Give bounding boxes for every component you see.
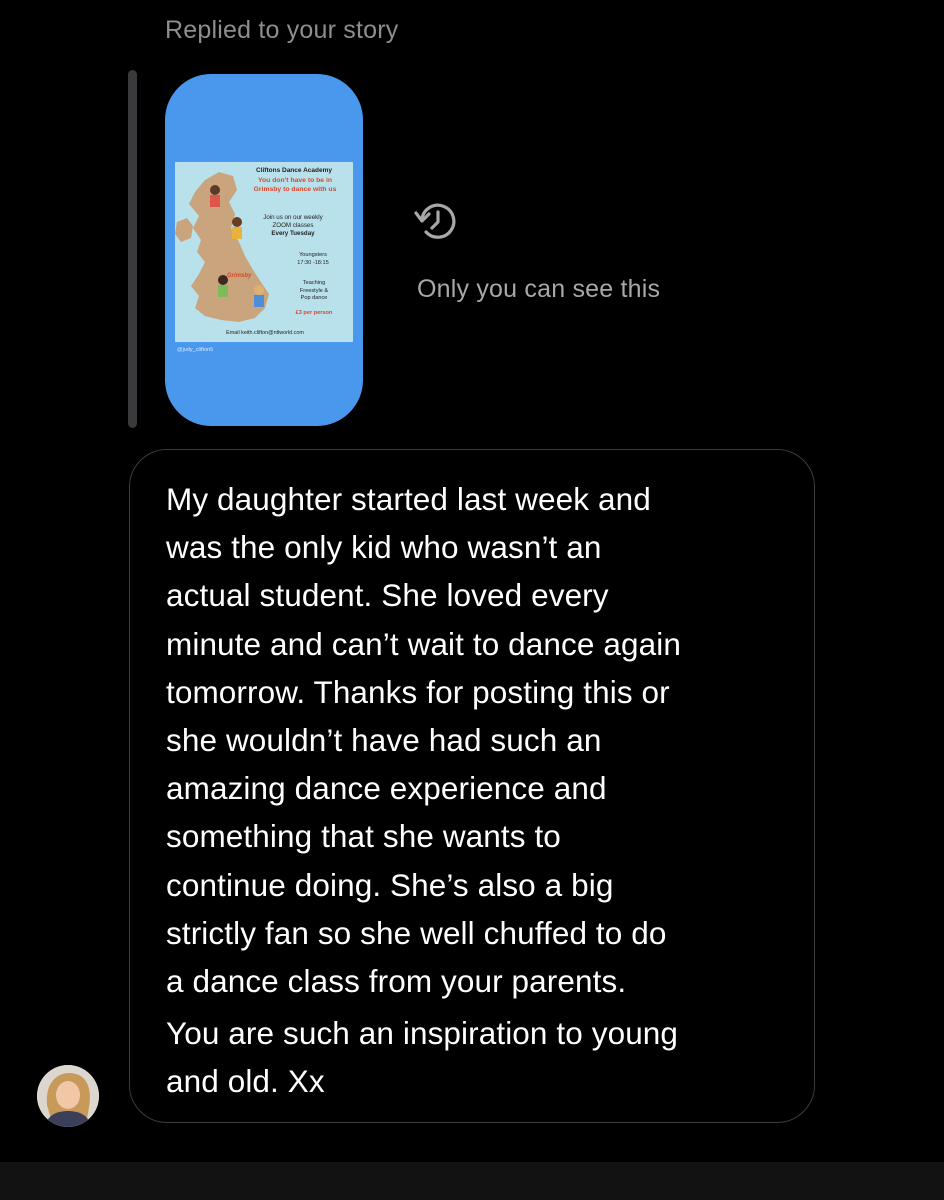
message-paragraph (166, 475, 806, 1005)
child-figure (232, 217, 242, 227)
story-flyer (175, 162, 353, 342)
flyer-teaching-line: Freestyle & (299, 287, 329, 294)
flyer-time: 17:30 -18:15 (297, 259, 329, 266)
avatar-portrait-icon (37, 1065, 99, 1127)
child-figure (254, 285, 264, 295)
flyer-youngsters-label: Youngsters (299, 252, 327, 258)
flyer-map-label: Grimsby (227, 273, 252, 279)
message-line: was the only kid who wasn’t an (166, 529, 602, 566)
sender-avatar[interactable] (37, 1065, 99, 1127)
flyer-headline (235, 176, 355, 194)
reply-quote-bar (128, 70, 137, 428)
story-handle: @judy_clifton5 (177, 347, 214, 353)
flyer-join-line: Join us on our weekly (263, 214, 323, 221)
bottom-composer-bar (0, 1162, 944, 1200)
map-shape-ireland (175, 218, 193, 242)
story-thumbnail[interactable] (165, 74, 363, 426)
message-line: amazing dance experience and (166, 770, 607, 807)
child-figure-body (254, 295, 264, 307)
flyer-headline-line: You don't have to be in (258, 177, 332, 184)
replied-to-story-label: Replied to your story (165, 16, 399, 44)
message-line: a dance class from your parents. (166, 963, 627, 1000)
message-line: something that she wants to (166, 818, 561, 855)
message-text (166, 475, 806, 1106)
flyer-join-line: ZOOM classes (272, 222, 314, 229)
child-figure-body (218, 285, 228, 297)
flyer-email: Email keith.clifton@ntlworld.com (226, 330, 304, 336)
message-bubble[interactable] (129, 449, 815, 1123)
flyer-join-line: Every Tuesday (271, 230, 315, 237)
flyer-teaching (287, 280, 341, 303)
message-line: she wouldn’t have had such an (166, 722, 602, 759)
message-line: My daughter started last week and (166, 481, 651, 517)
message-paragraph (166, 1009, 806, 1105)
flyer-title: Cliftons Dance Academy (256, 167, 332, 174)
message-line: tomorrow. Thanks for posting this or (166, 673, 670, 710)
child-figure-body (232, 227, 242, 239)
flyer-teaching-line: Teaching (302, 280, 326, 286)
child-figure (210, 185, 220, 195)
message-line: and old. Xx (166, 1063, 325, 1100)
message-line: strictly fan so she well chuffed to do (166, 914, 667, 951)
message-line: continue doing. She’s also a big (166, 866, 614, 903)
child-figure-body (210, 195, 220, 207)
flyer-youngsters (285, 252, 341, 267)
only-you-can-see-note: Only you can see this (417, 275, 661, 303)
flyer-price: £3 per person (295, 310, 333, 316)
message-line: actual student. She loved every (166, 577, 609, 614)
message-line: You are such an inspiration to young (166, 1015, 679, 1052)
flyer-teaching-line: Pop dance (300, 295, 328, 301)
history-clock-icon (412, 197, 460, 245)
flyer-headline-line: Grimsby to dance with us (253, 186, 337, 193)
flyer-join-text (245, 214, 341, 238)
message-line: minute and can’t wait to dance again (166, 625, 681, 662)
